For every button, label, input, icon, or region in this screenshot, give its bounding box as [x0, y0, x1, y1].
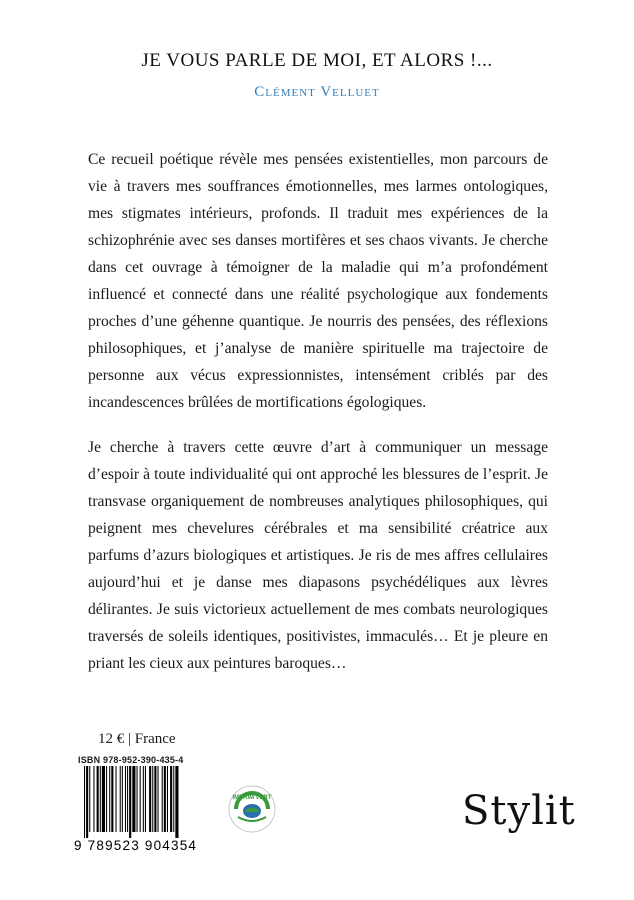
barcode-bar: [106, 766, 107, 832]
blurb-paragraph: Ce recueil poétique révèle mes pensées existentielles, mon parcours de vie à travers mes souffrances émotionnelles, mes larmes ontologiques, mes stigmates intérieurs, profonds. Il traduit mes expériences de la schizophrénie avec ses danses mortifères et ses chaos vivants. Je cherche dans cet ouvrage à témoigner de la maladie qui m’a profondément influencé et connecté dans une réalité psychologique aux fondements proches d’une géhenne quantique. Je nourris des pensées, des réflexions philosophiques, et j’analyse de manière spirituelle ma trajectoire de personne aux vécus expressionnistes, intensément criblés par des incandescences brûlées de mortifications égologiques.: [88, 151, 548, 411]
barcode-bar: [175, 766, 178, 838]
barcode-bar: [86, 766, 88, 838]
imprim-vert-badge-icon: [228, 785, 276, 833]
barcode-bar: [111, 766, 113, 832]
barcode-bar: [170, 766, 172, 832]
barcode-bar: [122, 766, 123, 832]
barcode-bar: [89, 766, 90, 832]
barcode-bar: [129, 766, 131, 838]
isbn-label: ISBN 978-952-390-435-4: [78, 755, 184, 765]
book-title: JE VOUS PARLE DE MOI, ET ALORS !...: [141, 50, 493, 71]
barcode-digits: 9 789523 904354: [74, 838, 198, 852]
back-cover-blurb: [88, 146, 548, 695]
publisher-logo: Stylit: [462, 788, 576, 834]
barcode-bar: [100, 766, 101, 832]
barcode-bar: [116, 766, 117, 832]
isbn-barcode: [72, 755, 224, 855]
barcode-bar: [109, 766, 110, 832]
blurb-paragraph: Je cherche à travers cette œuvre d’art à communiquer un message d’espoir à toute individualité qui ont approché les blessures de l’esprit. Je transvase organiquement de nombreuses analytiques philosophiques, qui peignent mes chevelures cérébrales et ma sensibilité créatrice aux parfums d’azurs biologiques et artistiques. Je ris de mes affres cellulaires aujourd’hui et je danse mes diapasons psychédéliques aux lèvres délirantes. Je suis victorieux actuellement de mes combats neurologiques traversés de soleils identiques, positivistes, immaculés… Et je pleure en priant les cieux aux peintures baroques…: [88, 439, 548, 672]
barcode-bar: [127, 766, 128, 832]
barcode-bar: [167, 766, 168, 832]
barcode-bar: [120, 766, 121, 832]
barcode-bar: [154, 766, 156, 832]
badge-text: IMPRIM'VERT: [232, 795, 272, 801]
barcode-bar: [164, 766, 166, 832]
book-author: Clément Velluet: [254, 84, 380, 100]
barcode-bar: [84, 766, 85, 838]
barcode-bar: [93, 766, 94, 832]
barcode-bar: [137, 766, 138, 832]
barcode-image: [72, 766, 222, 852]
barcode-bar: [173, 766, 174, 832]
price-label: 12 € | France: [98, 731, 176, 747]
barcode-bar: [152, 766, 153, 832]
barcode-bar: [140, 766, 141, 832]
barcode-bar: [145, 766, 146, 832]
barcode-bar: [132, 766, 135, 832]
barcode-bar: [125, 766, 126, 832]
barcode-bar: [162, 766, 163, 832]
barcode-bar: [97, 766, 99, 832]
barcode-bar: [102, 766, 105, 832]
barcode-bar: [143, 766, 144, 832]
barcode-bar: [158, 766, 159, 832]
barcode-bar: [149, 766, 151, 832]
